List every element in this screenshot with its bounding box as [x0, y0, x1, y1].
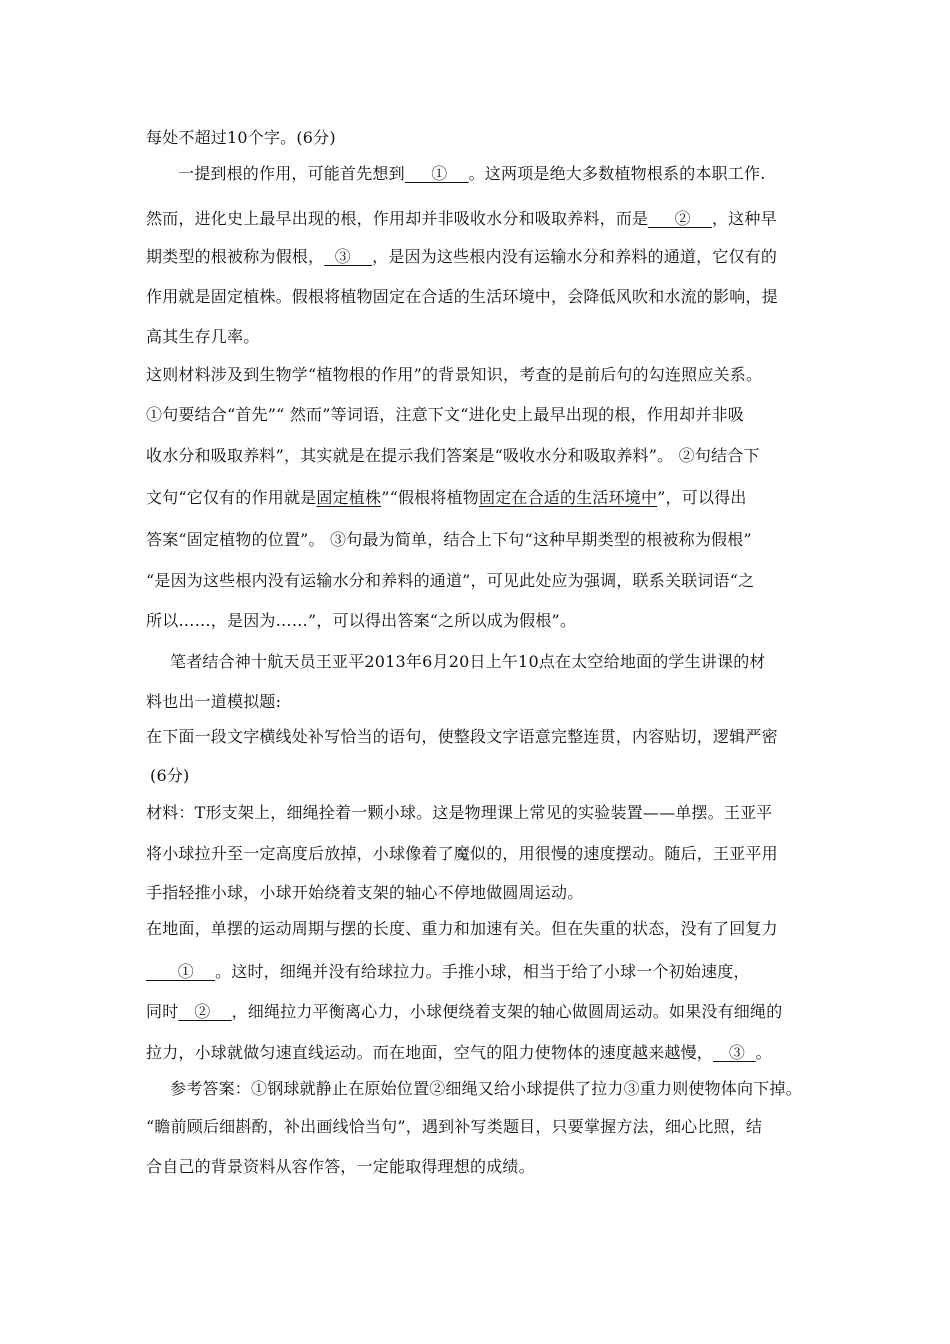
underlined-quote: 固定植株 — [316, 488, 382, 507]
answer-blank-2: ② — [648, 209, 712, 228]
text-line: 参考答案：①钢球就静止在原始位置②细绳又给小球提供了拉力③重力则使物体向下掉。 — [170, 1079, 802, 1098]
answer-blank-1: ① — [146, 962, 216, 981]
text-line: 同时 ② ，细绳拉力平衡离心力，小球便绕着支架的轴心做圆周运动。如果没有细绳的 — [146, 1002, 783, 1021]
text-line: 材料：T形支架上，细绳拴着一颗小球。这是物理课上常见的实验装置——单摆。王亚平 — [146, 803, 773, 822]
text-line: 每处不超过10个字。(6分) — [146, 128, 336, 147]
text-line: 所以……，是因为……”，可以得出答案“之所以成为假根”。 — [146, 611, 577, 630]
text-line: 在下面一段文字横线处补写恰当的语句，使整段文字语意完整连贯，内容贴切，逻辑严密 — [146, 727, 778, 746]
text-line: 笔者结合神十航天员王亚平2013年6月20日上午10点在太空给地面的学生讲课的材 — [170, 652, 766, 671]
text-line: 在地面，单摆的运动周期与摆的长度、重力和加速有关。但在失重的状态，没有了回复力 — [146, 919, 778, 938]
text-line: “是因为这些根内没有运输水分和养料的通道”，可见此处应为强调，联系关联词语“之 — [146, 571, 755, 590]
underlined-quote: 固定在合适的生活环境中 — [478, 488, 658, 507]
text-line: 答案“固定植物的位置”。 ③句最为简单，结合上下句“这种早期类型的根被称为假根” — [146, 530, 752, 549]
text-line: 手指轻推小球，小球开始绕着支架的轴心不停地做圆周运动。 — [146, 883, 584, 902]
text-line: 高其生存几率。 — [146, 327, 260, 346]
text-line: ①句要结合“首先”“ 然而”等词语，注意下文“进化史上最早出现的根，作用却并非吸 — [146, 405, 744, 424]
text-line: (6分) — [150, 766, 190, 785]
text-line: “瞻前顾后细斟酌，补出画线恰当句”，遇到补写类题目，只要掌握方法，细心比照，结 — [146, 1117, 763, 1136]
text-line: 期类型的根被称为假根， ③ ，是因为这些根内没有运输水分和养料的通道，它仅有的 — [146, 247, 778, 266]
text-line: 料也出一道模拟题: — [146, 692, 282, 711]
text-line: ① 。这时，细绳并没有给球拉力。手推小球，相当于给了小球一个初始速度， — [146, 962, 750, 981]
answer-blank-1: ① — [404, 164, 469, 183]
answer-blank-3: ③ — [324, 247, 373, 266]
text-line: 作用就是固定植株。假根将植物固定在合适的生活环境中，会降低风吹和水流的影响，提 — [146, 287, 778, 306]
text-line: 收水分和吸取养料”，其实就是在提示我们答案是“吸收水分和吸取养料”。 ②句结合下 — [146, 446, 760, 465]
text-line: 将小球拉升至一定高度后放掉，小球像着了魔似的，用很慢的速度摆动。随后，王亚平用 — [146, 844, 778, 863]
text-line: 合自己的背景资料从容作答，一定能取得理想的成绩。 — [146, 1157, 535, 1176]
text-line: 这则材料涉及到生物学“植物根的作用”的背景知识，考查的是前后句的勾连照应关系。 — [146, 365, 763, 384]
text-line: 文句“它仅有的作用就是固定植株”“假根将植物固定在合适的生活环境中”，可以得出 — [146, 488, 747, 507]
answer-blank-2: ② — [178, 1002, 232, 1021]
answer-blank-3: ③ — [713, 1043, 756, 1062]
text-line: 一提到根的作用，可能首先想到 ① 。这两项是绝大多数植物根系的本职工作. — [178, 164, 766, 183]
text-line: 然而，进化史上最早出现的根，作用却并非吸收水分和吸取养料，而是 ② ，这种早 — [146, 209, 777, 228]
text-line: 拉力，小球就做匀速直线运动。而在地面，空气的阻力使物体的速度越来越慢， ③ 。 — [146, 1043, 772, 1062]
